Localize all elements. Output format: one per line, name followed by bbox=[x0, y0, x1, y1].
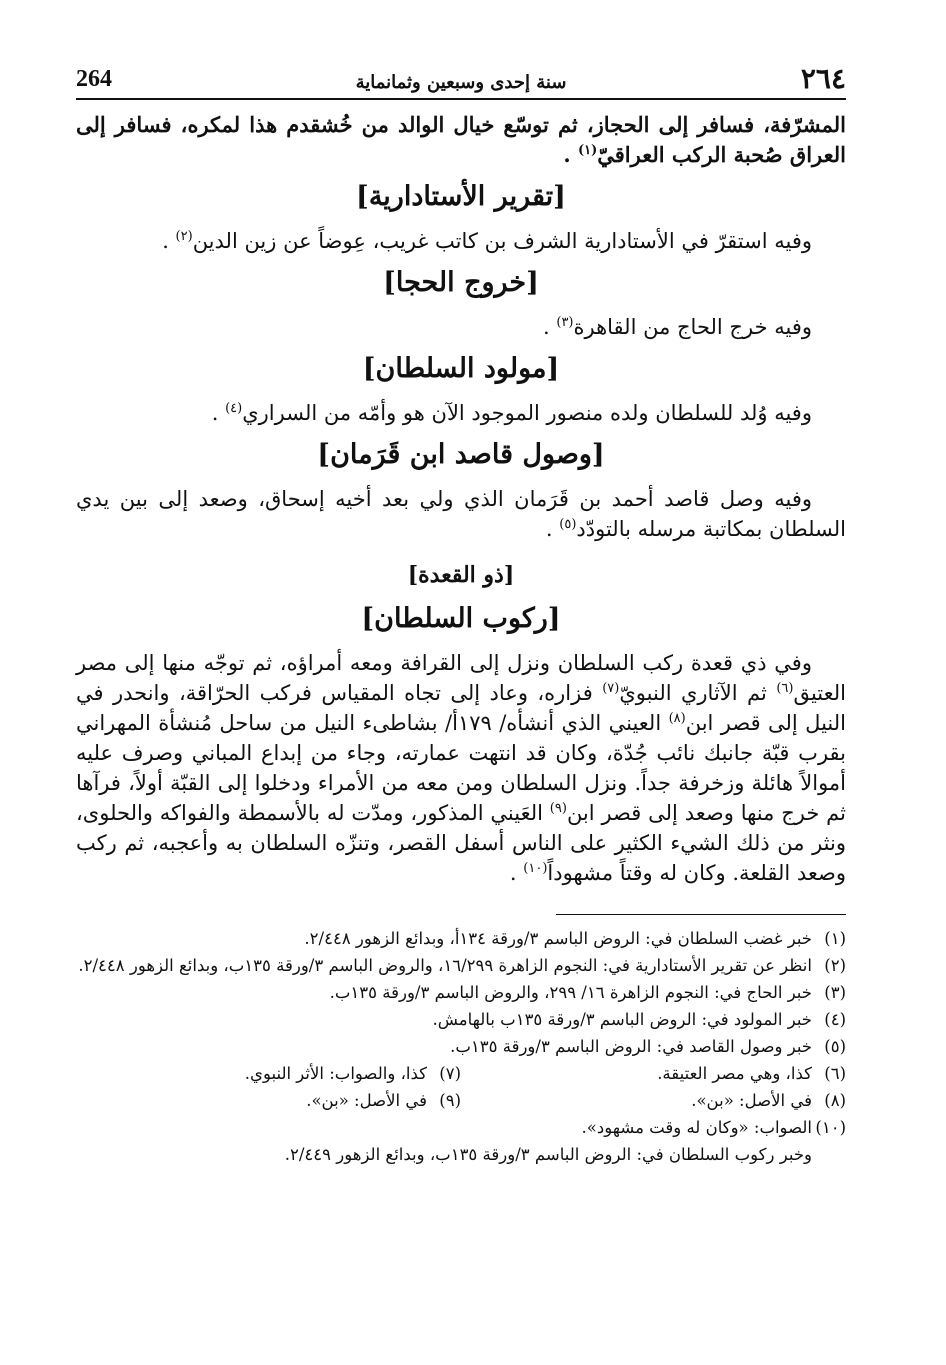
ride-paragraph: وفي ذي قعدة ركب السلطان ونزل إلى القرافة ومعه أمراؤه، ثم توجّه منها إلى مصر العتيق$^{(٦)}$ ثم الآثاري النبويّ$^{(٧)}$ فزاره، وعاد إلى تجاه المقياس فركب الحرّاقة، وانحدر في النيل إلى قصر ابن$^{(٨)}$ العيني الذي أنشأه/ ١٧٩أ/ بشاطىء النيل من ساحل مُنشأة المهراني بقرب قبّة جانبك نائب جُدّة، وكان قد انتهت عمارته، وجاء من إبداع المباني وصرف عليه أموالاً هائلة وزخرفة جداً. ونزل السلطان ومن معه من الأمراء ودخلوا إلى القبّة أولاً، فرآها ثم خرج منها وصعد إلى قصر ابن$^{(٩)}$ العَيني المذكور، ومدّت له بالأسمطة والفواكه والحلوى، ونثر من ذلك الشيء الكثير على الناس أسفل القصر، وتنزّه السلطان به وأعجبه، ثم ركب وصعد القلعة. وكان له وقتاً مشهوداً$^{(١٠)}$ . bbox=[76, 651, 847, 885]
footnote-ref: (١) bbox=[577, 143, 598, 158]
section-heading: [ركوب السلطان] bbox=[361, 603, 561, 634]
footnote-ref: (٥) bbox=[559, 517, 577, 532]
page-number-latin: 264 bbox=[76, 66, 112, 92]
footnote-ref: (٢) bbox=[175, 229, 193, 244]
footnote-ref: (٨) bbox=[668, 711, 686, 726]
running-title: سنة إحدى وسبعين وثمانماية bbox=[355, 72, 567, 93]
footnote-ref: (٩) bbox=[549, 801, 567, 816]
footnote-number: (٩) bbox=[439, 1091, 461, 1110]
footnote-number: (٧) bbox=[439, 1064, 461, 1083]
footnote-number: (٨) bbox=[824, 1091, 846, 1110]
section-text: وفيه وصل قاصد أحمد بن قَرَمان الذي ولي بعد أخيه إسحاق، وصعد إلى بين يدي السلطان بمكاتبة مرسله بالتودّد$^{(٥)}$ . bbox=[76, 487, 846, 541]
section-heading: [خروج الحجا] bbox=[383, 267, 539, 298]
footnote-text: في الأصل: «بن». bbox=[306, 1091, 427, 1110]
page-header bbox=[76, 60, 846, 98]
footnotes bbox=[76, 925, 846, 1168]
section-heading: [مولود السلطان] bbox=[362, 353, 560, 384]
footnote: (٥) خبر وصول القاصد في: الروض الباسم ٣/ورقة ١٣٥ب. bbox=[450, 1037, 846, 1056]
footnote-ref: (٣) bbox=[556, 315, 574, 330]
footnote: (١) خبر غضب السلطان في: الروض الباسم ٣/ورقة ١٣٤أ، وبدائع الزهور ٢/٤٤٨. bbox=[304, 929, 846, 948]
footnote-text: كذا، وهي مصر العتيقة. bbox=[657, 1064, 812, 1083]
footnote-number: (٦) bbox=[824, 1064, 846, 1083]
section-heading: [وصول قاصد ابن قَرَمان] bbox=[317, 439, 605, 470]
footnote-continuation: وخبر ركوب السلطان في: الروض الباسم ٣/ورقة ١٣٥ب، وبدائع الزهور ٢/٤٤٩. bbox=[284, 1145, 812, 1164]
footnote-ref: (٤) bbox=[225, 401, 243, 416]
footnote-ref: (٧) bbox=[602, 681, 620, 696]
footnote: (١٠) الصواب: «وكان له وقت مشهود». bbox=[581, 1118, 846, 1137]
section-text: وفيه استقرّ في الأستادارية الشرف بن كاتب غريب، عِوضاً عن زين الدين$^{(٢)}$ . bbox=[162, 229, 812, 253]
footnote-text: في الأصل: «بن». bbox=[691, 1091, 812, 1110]
header-rule bbox=[76, 98, 846, 100]
section-text: وفيه خرج الحاج من القاهرة$^{(٣)}$ . bbox=[543, 315, 812, 339]
section-text: وفيه وُلد للسلطان ولده منصور الموجود الآن هو وأمّه من السراري$^{(٤)}$ . bbox=[211, 401, 812, 425]
footnote: (٤) خبر المولود في: الروض الباسم ٣/ورقة ١٣٥ب بالهامش. bbox=[432, 1010, 846, 1029]
footnote-ref: (١٠) bbox=[523, 861, 548, 876]
footnote-ref: (٦) bbox=[776, 681, 794, 696]
section-heading: [تقرير الأستادارية] bbox=[356, 181, 566, 212]
footnote: (٣) خبر الحاج في: النجوم الزاهرة ١٦/ ٢٩٩، والروض الباسم ٣/ورقة ١٣٥ب. bbox=[329, 983, 846, 1002]
footnote: (٢) انظر عن تقرير الأستادارية في: النجوم الزاهرة ١٦/٢٩٩، والروض الباسم ٣/ورقة ١٣٥ب، وبدائع الزهور ٢/٤٤٨. bbox=[78, 956, 846, 975]
footnote-pair bbox=[76, 1060, 846, 1087]
book-page bbox=[76, 60, 846, 1350]
footnote-pair bbox=[76, 1087, 846, 1114]
page-number-arabic: ٢٦٤ bbox=[800, 62, 846, 95]
main-text bbox=[76, 110, 846, 888]
month-heading: [ذو القعدة] bbox=[407, 562, 515, 588]
footnote-text: كذا، والصواب: الأثر النبوي. bbox=[244, 1064, 427, 1083]
footnote-separator bbox=[556, 914, 846, 915]
opening-paragraph: المشرّفة، فسافر إلى الحجاز، ثم توسّع خيال الوالد من خُشقدم هذا لمكره، فسافر إلى العراق صُحبة الركب العراقيّ$^{(١)}$ . bbox=[76, 112, 846, 167]
